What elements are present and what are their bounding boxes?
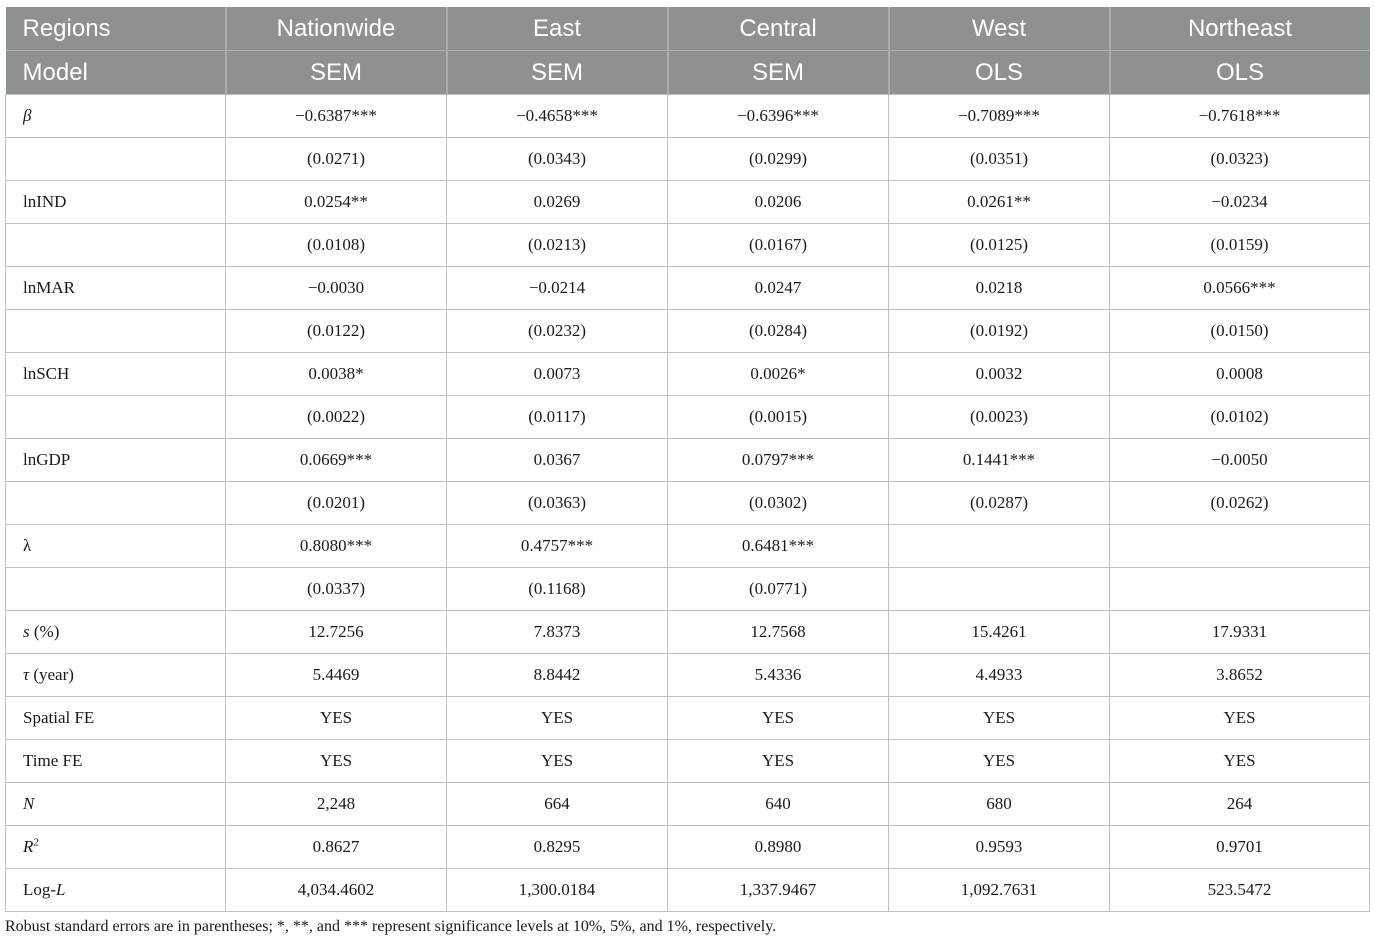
row-label: lnMAR — [6, 267, 226, 310]
table-row — [6, 310, 1370, 353]
table-cell: (0.0150) — [1110, 310, 1370, 353]
table-cell: −0.7618*** — [1110, 95, 1370, 138]
table-cell: YES — [226, 697, 447, 740]
table-cell: 0.0032 — [889, 353, 1110, 396]
table-cell: (0.0122) — [226, 310, 447, 353]
table-cell: 0.0797*** — [668, 439, 889, 482]
table-cell: −0.7089*** — [889, 95, 1110, 138]
table-cell: −0.0030 — [226, 267, 447, 310]
table-body — [6, 95, 1370, 912]
row-label: s (%) — [6, 611, 226, 654]
table-cell: (0.0213) — [447, 224, 668, 267]
table-row — [6, 396, 1370, 439]
table-cell: (0.0023) — [889, 396, 1110, 439]
table-cell: (0.0302) — [668, 482, 889, 525]
table-cell: 0.0367 — [447, 439, 668, 482]
table-cell: (0.0337) — [226, 568, 447, 611]
table-cell: 0.0218 — [889, 267, 1110, 310]
table-cell: −0.4658*** — [447, 95, 668, 138]
header-cell: Northeast — [1110, 7, 1370, 51]
table-row — [6, 568, 1370, 611]
table-cell: YES — [889, 740, 1110, 783]
header-cell: Regions — [6, 7, 226, 51]
table-cell: 664 — [447, 783, 668, 826]
table-cell: 0.0247 — [668, 267, 889, 310]
table-cell: 0.8080*** — [226, 525, 447, 568]
table-row — [6, 138, 1370, 181]
table-cell: −0.0050 — [1110, 439, 1370, 482]
table-cell: 0.0038* — [226, 353, 447, 396]
table-cell: (0.0323) — [1110, 138, 1370, 181]
table-cell: (0.0771) — [668, 568, 889, 611]
table-header — [6, 7, 1370, 95]
table-cell: 7.8373 — [447, 611, 668, 654]
table-cell: (0.0201) — [226, 482, 447, 525]
table-row — [6, 826, 1370, 869]
table-cell: 0.0206 — [668, 181, 889, 224]
table-row — [6, 181, 1370, 224]
table-cell: YES — [226, 740, 447, 783]
row-label: lnSCH — [6, 353, 226, 396]
row-label — [6, 568, 226, 611]
table-cell: (0.0271) — [226, 138, 447, 181]
row-label — [6, 310, 226, 353]
table-cell: (0.0117) — [447, 396, 668, 439]
table-cell — [889, 525, 1110, 568]
header-cell: OLS — [889, 51, 1110, 95]
table-cell: 680 — [889, 783, 1110, 826]
table-cell: YES — [1110, 697, 1370, 740]
header-cell: SEM — [226, 51, 447, 95]
table-row — [6, 439, 1370, 482]
table-cell: (0.0262) — [1110, 482, 1370, 525]
table-footnote: Robust standard errors are in parentheses; *, **, and *** represent significance levels at 10%, 5%, and 1%, respectively. — [5, 918, 777, 935]
table-cell: 0.0566*** — [1110, 267, 1370, 310]
table-cell: 2,248 — [226, 783, 447, 826]
header-cell: Central — [668, 7, 889, 51]
table-cell: (0.1168) — [447, 568, 668, 611]
table-cell: (0.0167) — [668, 224, 889, 267]
row-label — [6, 396, 226, 439]
table-cell: (0.0102) — [1110, 396, 1370, 439]
table-cell: (0.0232) — [447, 310, 668, 353]
row-label — [6, 138, 226, 181]
table-cell: (0.0192) — [889, 310, 1110, 353]
row-label: Spatial FE — [6, 697, 226, 740]
header-cell: Nationwide — [226, 7, 447, 51]
table-cell: 0.0254** — [226, 181, 447, 224]
table-cell: 5.4336 — [668, 654, 889, 697]
table-cell: 15.4261 — [889, 611, 1110, 654]
table-cell: (0.0284) — [668, 310, 889, 353]
row-label: β — [6, 95, 226, 138]
table-cell: (0.0022) — [226, 396, 447, 439]
header-row-model — [6, 51, 1370, 95]
table-cell: YES — [1110, 740, 1370, 783]
table-cell: (0.0299) — [668, 138, 889, 181]
header-cell: West — [889, 7, 1110, 51]
header-cell: SEM — [447, 51, 668, 95]
table-row — [6, 353, 1370, 396]
table-cell: (0.0159) — [1110, 224, 1370, 267]
table-cell: 0.6481*** — [668, 525, 889, 568]
table-cell: YES — [447, 740, 668, 783]
table-cell: 1,300.0184 — [447, 869, 668, 912]
table-cell: 264 — [1110, 783, 1370, 826]
table-cell — [1110, 525, 1370, 568]
table-cell: 4,034.4602 — [226, 869, 447, 912]
header-cell: Model — [6, 51, 226, 95]
table-cell: 4.4933 — [889, 654, 1110, 697]
table-cell: 1,092.7631 — [889, 869, 1110, 912]
table-row — [6, 95, 1370, 138]
table-row — [6, 224, 1370, 267]
table-cell: 0.8980 — [668, 826, 889, 869]
table-row — [6, 611, 1370, 654]
table-cell: −0.0234 — [1110, 181, 1370, 224]
table-cell: 12.7256 — [226, 611, 447, 654]
table-cell: 8.8442 — [447, 654, 668, 697]
table-cell: 1,337.9467 — [668, 869, 889, 912]
table-cell: YES — [447, 697, 668, 740]
table-cell: YES — [668, 697, 889, 740]
table-cell: 0.0008 — [1110, 353, 1370, 396]
table-cell: 0.4757*** — [447, 525, 668, 568]
table-cell: 0.8295 — [447, 826, 668, 869]
header-cell: SEM — [668, 51, 889, 95]
table-cell — [889, 568, 1110, 611]
table-cell: 17.9331 — [1110, 611, 1370, 654]
row-label: Log-L — [6, 869, 226, 912]
row-label: $R^2$ — [6, 826, 226, 869]
table-row — [6, 783, 1370, 826]
table-cell: 0.9593 — [889, 826, 1110, 869]
table-row — [6, 740, 1370, 783]
table-cell: 0.0269 — [447, 181, 668, 224]
table-row — [6, 267, 1370, 310]
row-label: N — [6, 783, 226, 826]
table-cell: 0.9701 — [1110, 826, 1370, 869]
table-row — [6, 697, 1370, 740]
table-cell: 3.8652 — [1110, 654, 1370, 697]
table-cell: 640 — [668, 783, 889, 826]
row-label: lnIND — [6, 181, 226, 224]
table-cell: (0.0015) — [668, 396, 889, 439]
table-cell: 12.7568 — [668, 611, 889, 654]
table-row — [6, 482, 1370, 525]
table-cell: −0.0214 — [447, 267, 668, 310]
row-label: τ (year) — [6, 654, 226, 697]
table-row — [6, 654, 1370, 697]
table-cell: (0.0343) — [447, 138, 668, 181]
table-cell: (0.0351) — [889, 138, 1110, 181]
table-cell: (0.0125) — [889, 224, 1110, 267]
table-cell: 0.0261** — [889, 181, 1110, 224]
table-cell: 0.1441*** — [889, 439, 1110, 482]
table-cell: 0.0073 — [447, 353, 668, 396]
row-label: λ — [6, 525, 226, 568]
table-cell: (0.0108) — [226, 224, 447, 267]
table-cell: −0.6387*** — [226, 95, 447, 138]
table-cell: 523.5472 — [1110, 869, 1370, 912]
header-cell: East — [447, 7, 668, 51]
table-cell — [1110, 568, 1370, 611]
table-cell: YES — [889, 697, 1110, 740]
table-cell: 0.0026* — [668, 353, 889, 396]
table-cell: 0.8627 — [226, 826, 447, 869]
header-row-regions — [6, 7, 1370, 51]
row-label: lnGDP — [6, 439, 226, 482]
row-label — [6, 224, 226, 267]
table-cell: 0.0669*** — [226, 439, 447, 482]
row-label: Time FE — [6, 740, 226, 783]
table-row — [6, 869, 1370, 912]
table-row — [6, 525, 1370, 568]
header-cell: OLS — [1110, 51, 1370, 95]
table-cell: (0.0363) — [447, 482, 668, 525]
table-cell: −0.6396*** — [668, 95, 889, 138]
table-cell: (0.0287) — [889, 482, 1110, 525]
row-label — [6, 482, 226, 525]
table-cell: 5.4469 — [226, 654, 447, 697]
table-cell: YES — [668, 740, 889, 783]
results-table — [5, 7, 1370, 912]
